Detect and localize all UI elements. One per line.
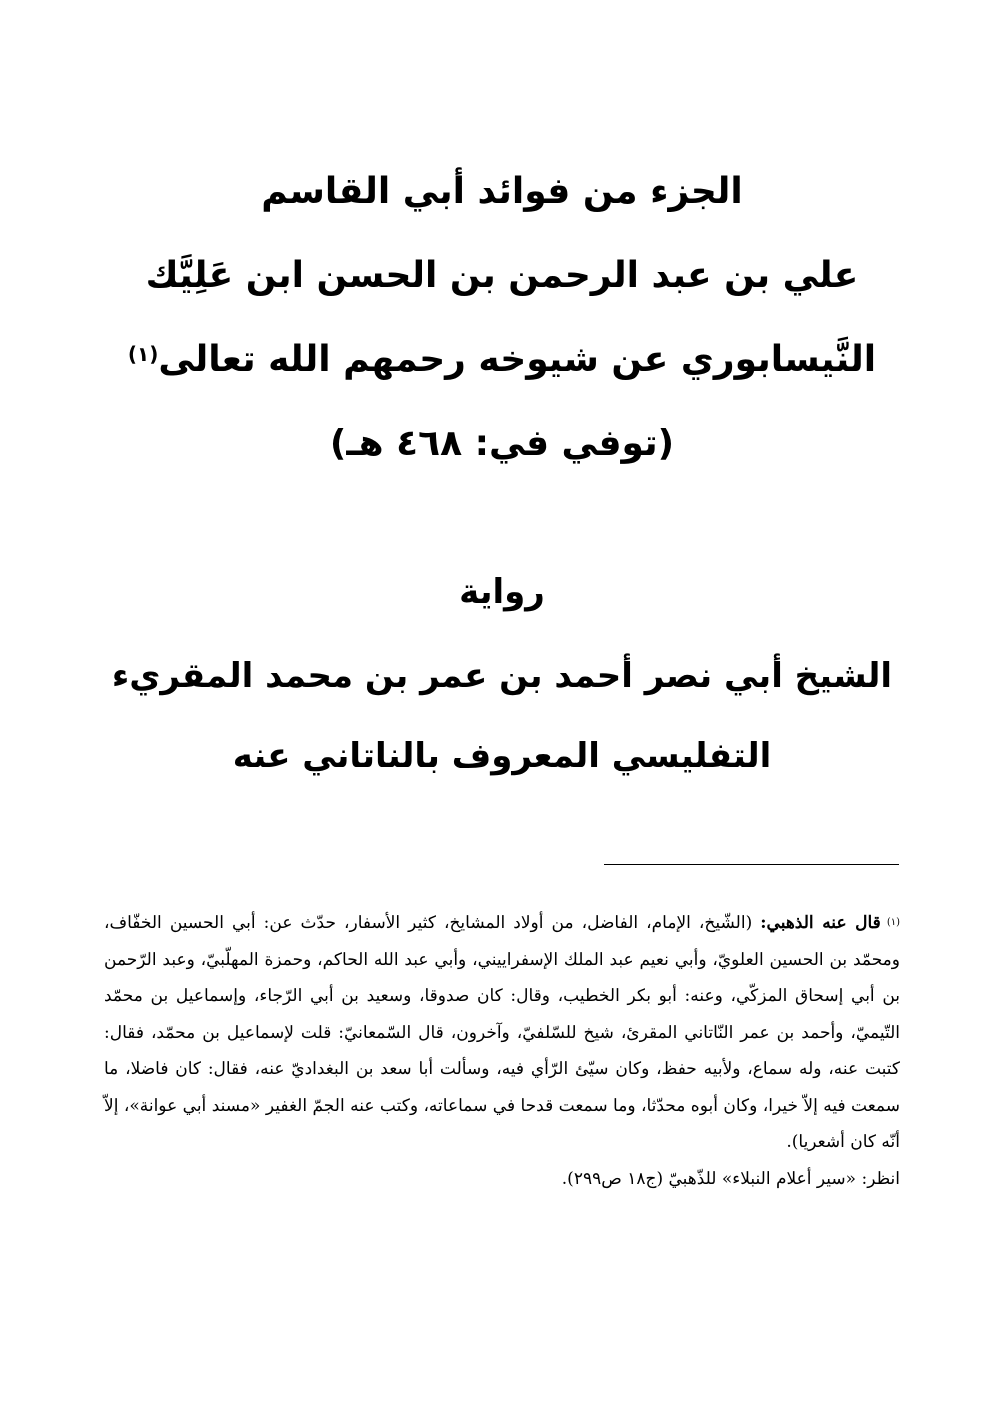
death-date: (توفي في: ٤٦٨ هـ) <box>329 423 675 464</box>
footnote-marker: (١) <box>886 917 900 928</box>
footnote-reference-marker[interactable]: (١) <box>127 342 159 366</box>
title-line-2: علي بن عبد الرحمن بن الحسن ابن عَلِيَّك <box>145 255 859 296</box>
narration-label: رواية <box>459 572 545 612</box>
title-line-1: الجزء من فوائد أبي القاسم <box>261 171 743 212</box>
footnote-text: (الشّيخ، الإمام، الفاضل، من أولاد المشايخ، كثير الأسفار، حدّث عن: أبي الحسين الخفّاف، ومحمّد بن الحسين العلويّ، وأبي نعيم عبد الملك الإسفراييني، وأبي عبد الله الحاكم، وحمزة المهلّبيّ، وعبد الرّحمن بن أبي إسحاق المزكّي، وعنه: أبو بكر الخطيب، وقال: كان صدوقا، وسعيد بن أبي الرّجاء، وإسماعيل بن محمّد التّيميّ، وأحمد بن عمر النّاتاني المقرئ، شيخ للسّلفيّ، وآخرون، قال السّمعانيّ: قلت لإسماعيل بن محمّد، فقال: كتبت عنه، وله سماع، ولأبيه حفظ، وكان سيّئ الرّأي فيه، وسألت أبا سعد بن البغداديّ عنه، فقال: كان فاضلا، ما سمعت فيه إلاّ خيرا، وكان أبوه محدّثا، وما سمعت قدحا في سماعاته، وكتب عنه الجمّ الغفير «مسند أبي عوانة»، إلاّ أنّه كان أشعريا). <box>104 913 900 1152</box>
narration-block <box>0 560 1004 796</box>
title-line-3 <box>0 318 1004 402</box>
footnote-body <box>104 905 900 1161</box>
footnote-lead: قال عنه الذهبي: <box>760 913 881 933</box>
narrator-line-1: الشيخ أبي نصر أحمد بن عمر بن محمد المقريء <box>111 656 893 696</box>
footnote-separator <box>604 864 899 865</box>
footnote <box>104 905 900 1197</box>
footnote-reference: انظر: «سير أعلام النبلاء» للذّهبيّ (ج١٨ ص٢٩٩). <box>561 1168 900 1189</box>
title-block <box>0 150 1004 486</box>
narrator-line-2: التفليسي المعروف بالناتاني عنه <box>232 736 772 776</box>
title-line-3-text: النَّيسابوري عن شيوخه رحمهم الله تعالى <box>158 339 877 380</box>
